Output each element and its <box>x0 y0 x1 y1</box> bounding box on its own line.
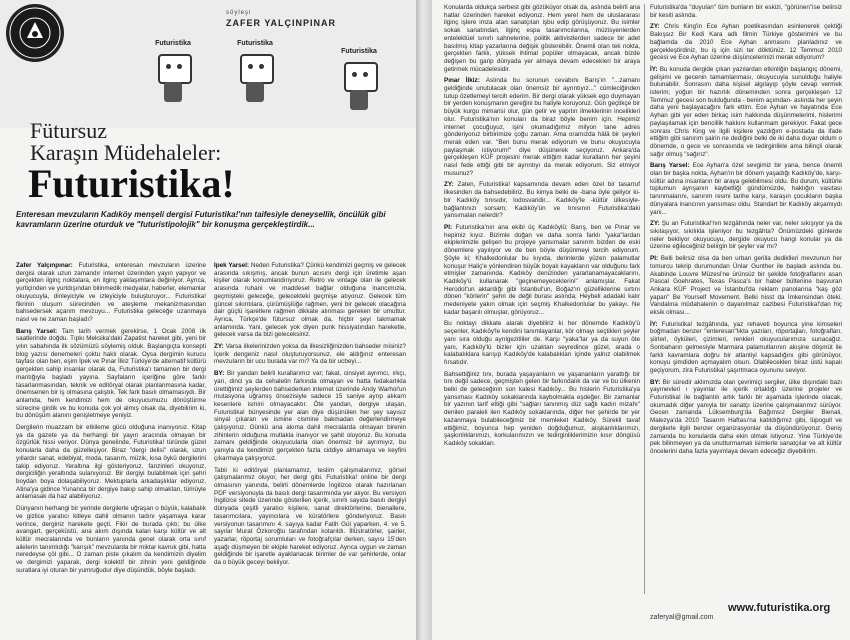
paragraph-text: Dünyanın herhangi bir yerinde dergilerle uğraşan o büyük, kalabalık ve gizlice yaratıcı kitleye dahil olmanın tadını yaşamaya karar verince, derginiz harekete geçti. Fikir de burada çıktı; bu ülke avangart, gerçeküstü, ana akım dışında kalan karşı kültür ve alt kültür mecralarında ve bunların yanında genel olarak orta sınıf ailelerin tanımlıdığı "karışık" mevzularda bir miktar kavruk gibi, hatta neredeyse çöl gibi... O zaman piste çıkalım da kendimizin diyelim ve dergimizi yaparak, dergi kolektif bir zihnin yeni geldiğinde suratlara iyi oturan bir yumruğudur diye düşündük, böyle başladı. <box>16 505 206 574</box>
page-title: Futuristika! <box>28 161 235 206</box>
article-paragraph <box>444 320 640 366</box>
speaker-label: ZY: <box>444 181 458 189</box>
paragraph-text: Futuristika, enteresan mevzuların üzerine dergisi olarak uzun zamandır internet üzerinden yayın yapıyor ve gerçekten ilginç noktalara, en ilginç yaklaşımlara değiniyor. Ayrıca, yurtiçinden ve yurtdışından bilinmedik medyalar, haberler, elemanlar okuyucuyla, dinleyiciyle ve izleyiciyle buluşturuyor... Futuristika! fikrinin oluşum sürecinden ve ateşleme mekanizmasından bahsedersek açarım mevzuyu... Futuristika geleceğe uzanmaya nasıl ve ne zaman başladı? <box>16 262 206 323</box>
paragraph-text: Ece Ayhan'a özel sevgimiz bir yana, bence önemli olan bir başka nokta, Ayhan'ın bir dönem yaşadığı Kadıköy'de, karşı-kültür adına insanların bir araya gelebilmesi oldu. Bu durum, kültürle toplumun ayrışanın kaybettiği gündümüzde, haklığın vasıtası tanınmalarını, sanırım resmi tarihe karşı, karaşın çocukların başka dünyalara inancının yansıması oldu. Standart bir Kadıköy akşamıydı yani... <box>650 162 842 216</box>
robot-illustration <box>150 36 196 106</box>
left-page <box>0 0 416 640</box>
futuristika-logo <box>6 4 64 62</box>
speaker-label: İY: <box>650 320 662 328</box>
speaker-label: BY: <box>650 378 663 386</box>
article-paragraph <box>16 262 206 324</box>
logo-emblem-icon <box>8 6 62 60</box>
speaker-label: Barış Yarsel: <box>650 162 693 170</box>
robot-illustration <box>336 44 382 114</box>
robot-label: Futuristika <box>237 40 273 47</box>
text-column <box>650 4 842 598</box>
speaker-label: Zafer Yalçınpınar: <box>16 262 79 269</box>
speaker-label: ZY: <box>650 220 662 228</box>
paragraph-text: Futuristika'da "duyulan" tüm bunların bir eskizi, "görünen"ise belirsiz bir kesiti aslında. <box>650 4 842 19</box>
speaker-label: İY: <box>650 65 660 73</box>
article-paragraph <box>444 371 640 448</box>
article-paragraph <box>16 328 206 420</box>
article-paragraph <box>650 66 842 158</box>
paragraph-text: Zaten, Futuristika! kapsamında devam eden özel bir tasarruf ilkesinden da bahsedebiliriz. Bu kimya belki de -bana öyle geliyor ki- bir Kadıköy tınısıdır, lodosvaridir... Kadıköy'le -kültür ülkesiyle- bağlantınızı sorsam; Kadıköy'ün ve tınısının Futuristika'daki yansımaları nelerdir? <box>444 181 640 220</box>
paragraph-text: Neden Futuristika? Çünkü kendimizi geçmiş ve gelecek arasında sıkışmış, ancak bunun acısını dergi için üretimle aşan kişiler olarak konumlandırıyoruz. Retro ve vintage olan ile gelecek arasında ruhani ve maddesel bağlar olduğuna inancımızla, geçmişteki geleceğe, gelecekteki geçmişe atıyoruz. Gelecek tüm güncel sıkıntılara, çürümüşlüğe rağmen, yeni bir gelecek olacağına dair güçlü işaretlere rağmen dikkate alınması gereken bir umuttur. Ayrıca, Türkçe'de fütursuz olmak da, hiçbir şeyi takmamak anlamında. Yani, gelecek yok diyen punk hissiyatından hareketle, gelecek varsa da bizi geleceksiniz. <box>214 262 406 339</box>
paragraph-text: Bir süredir aklımızda olan çevrimiçi sergiler, ülke dışındaki bazı yayınevleri ı yayınlar ile içerik ortaklığı üzerine projeler ve Futuristika! ile bağlantılı artık farklı bir aşamada işlerinde olacak, okumadık diğer yanıyla bir sanatçı üzerine çalışmalarımız sürüyor. Gecen zamanda Lüksemburg'da Bağımsız Dergiler Bienali, Malezya'da 2010 Tasarım Haftası'na katıldığımız gibi, lüpogull ve dergilerle ilgili benzer organizasyonlar da düşündürüyoruz. Geniş zamanda bu konularda daha ekin olmak istiyoruz. Yine Türkiye'de pek bilinmeyen ya da unutturmamalı isimlerle sanatçılar ve alt kültür öncelerini daha fazla yayımlaya devam edeceğiz diyebilirim. <box>650 378 842 455</box>
author-name: ZAFER YALÇINPINAR <box>226 18 337 28</box>
robot-illustration <box>232 36 278 106</box>
article-paragraph <box>16 505 206 574</box>
paragraph-text: Dergilerin muazzam bir etkileme gücü olduğuna inanıyoruz. Kitap ya da gazete ya da herhangi bir yayın aracında olmayan bir özgürlük hissi veriyor. Dünya genelinde, Futuristika! türünde güzel konularla daha da güzelleşiyor. Biraz "dergi delisi" olarak, uzun yıllardır sanat, edebiyat, moda, tasarım, müzik, kısa öykü dergilerini takip ediyoruz. Yeraltına ilgi gösteriyoruz, fanzinleri okuyoruz, dergiciliğin yeraltında sulanıyoruz. Bir dergiyi bulabilmek için şehri boydan boya dolaşabiliyoruz. Mektuplarla arkadaşlıklar ediyoruz, Atina'ya gidince Yunanca bir dergiye bakıp sahip olmaktan, tümüyle anlamasak da haz alabiliyoruz. <box>16 424 206 501</box>
paragraph-text: Aslında bu sorunun cevabını Barış'ın "...zamanı geldiğinde unutulacak olan önemsiz bir ayrıntıyız..." cümleciğinden tutup özetlemeyi tercih ederim. Bir dergi olarak yüksek ego duymayan bir yerden konuşmanın gereğini bu haliyle koruyoruz. Gün geçtikçe bir büyük kurgu mimarisi olur, gün gelir ve yapıtın ilmeklerinin incelikleri olur. Futuristika'nın konuları da biraz böyle benim için. Hepimiz internet çocuğuyuz, işini okumadığımız milyon tane adres gönderiyoruz birbirimize çoğu zaman. Ama oramızda hâlâ bir şeyleri merak eden var. "Ben bunu merak ediyorum ve bunu okuyucuyla paylaşmak istiyorum!" diye düşünerek seçiyoruz. Ankara'da gerçekleşen KÜF projesini merak ettiğim kadar kuralların her şeyini nasıl fede ettiği gibi bir ayrıntıyı da merak ediyorum. Siz etmiyor musunuz? <box>444 77 640 177</box>
paragraph-text: Futuristika'nın ana ekibi üç Kadıköylü; Barış, ben ve Pınar ve hepimiz kıyız. Bizimle doğan ve daha sonra farklı "yaka"lardan ekiplerimizle gelişen bu projeye yansımalar sanırım bizden de eski dönemlere yayılıyor ve de ben böyle düşünmeyi tercih ediyorum. Şöyle ki; Khalkedonlular bu kıyıda, derinlerde yüzen palamutlar konuşur Haliç'e yönlendiren büyük boyalı kayakların var olduğunu fark etmişler zamanında. Kadıköy denizinden yararlanamayacaklarını, Kadıköy'ü kullanarak "geçinemeyeceklerini" anlamışlar. Fakat Herodot'un aktardığı gibi İstanbul'un, Boğaz'ın güzelliklerine sırtını dönen "körlerin" şehri de değil burası aslında; Heybeli adadaki kalır medeniyete yakın olmak için seçmiş Khalkedonlular bu yakayı. Ne kadar başarılı olmuşlar, görüyoruz... <box>444 223 640 316</box>
speaker-label: Barış Yarsel: <box>16 327 62 335</box>
paragraph-text: Bir yandan belirli kurallarımız var; fakat, cinsiyet ayrımcı, ırkçı, yarı, dinci ya da cehaletin farkında olmayan ve hatta fedakarlıkla ürettiğimiz şeylerden bahsederken internet üzerinde Andy Warhol'un mutasyona uğramış önsezisiyle sadece 15 saniye ayrıp alıkarn kesenlere ismini olmayacaktır. Öte yandan, dergiye ulaşan, Futuristika! bünyesinde yer alan diye düşünülen her şey sayısız sinyal çıkaran ve ismine cismine bakmadan değerlendirmeye çalışıyoruz. Günkü ana akıma dahil mecralarda olmayan birenin zihinlerin olduğuna mutlakla inanıyor ve şahit oluyoruz. Bu konuda zamanı geldiğinde okuyucularla olan önemsiz bir ayrımıyız, bu yanıyla da kendimizi gerçekten fazla ciddiye almamaya ve keyfini çıkarmaya çalışıyoruz. <box>214 370 406 462</box>
right-page <box>432 0 850 640</box>
author-email: zaferyal@gmail.com <box>650 614 714 621</box>
article-paragraph <box>650 23 842 62</box>
speaker-label: BY: <box>214 370 227 378</box>
byline-label: söyleşi <box>226 10 252 16</box>
paragraph-text: Bahsettiğiniz tını, burada yaşayanların ve yaşananların yarattığı bir tını değil sadece, geçmişten gelen bir farkındalık da var ve bu ülkenin belki de geleceğinin son kalesi Kadıköy... Bu hislerin Futuristika'ya yansıması Kadıköy sokaklarında kaybolmakla eşdeğer. Bir zamanlar bir yazının tarif ettiği gibi "sağları tanınmış düz sağlı kadın mizahı" denilen paraleli ilen Kadıköy sokaklarında, diğer her şehirde bir yer kazanmaya bulabileceğimiz bir memleket Kadıköy. Sürekli tavaf ettiğimiz, boyunca hep yeniden doğduğumuz, alışkanlıklarımızı, şaşkınlıklarımızı, korkularımızın ve tedirginliklerimizin kısır döngüsü Kadıköy sokakları. <box>444 370 640 447</box>
paragraph-text: Tabii ki editöryal planlamamız, teslim çalışmalarımız, görsel çalışmalarımız oluyor, her dergi gibi. Futuristika! online bir dergi olmasının yanında, belirli dönemlerde İngilizce olarak hazırlanan PDF versiyonuyla da basılı dergi tasarımında yer alıyor. Bu versiyon İngilizce sitede üzerinde gösterilen içerik, sınırlı sayıda basılı dergiyi dünyada çeşitli yaratıcı kişilere, sanat direktörlerine, bienallere, tasarımcılara, yayıncılara ve küratörlere gönderiyoruz. Basılı versiyonun tasarımını 4. sayıya kadar Fatih Gül yaparken, 4. ve 5. sayılar Murat Özkoroğlu tarafından kotarıldı. İllüstratörler, şairler, yazarlar, röportaj sorumluları ve fotoğrafçılar derken, sayısı 15'den aşağı düşmeyen bir ekiple hareket ediyoruz. Ayrıca uygun ve zaman geldiğinde bir işaretle ayaklanacak birimler de var şehirlerde, onlar da o büyük geceyi bekliyor. <box>214 466 406 567</box>
article-paragraph <box>214 467 406 567</box>
page-gutter <box>416 0 432 640</box>
paragraph-text: Varsa ilkelerinizden yoksa da ilkesizliğinizden bahseder misiniz? İçerik dengeniz nasıl oluşturuyorsunuz, ele aldığınız enteresan mevzuların bir ucu burada var mı? Ya da bir ucbeyi... <box>214 343 406 366</box>
speaker-label: İpek Yarsel: <box>214 262 251 269</box>
article-paragraph <box>650 4 842 19</box>
robot-label: Futuristika <box>155 40 191 47</box>
text-column <box>16 262 206 638</box>
paragraph-text: Tam tarih vermek gerekirse, 1 Ocak 2008 ilk saatlerinde doğdu. Tıpkı Meksika'daki Zapatist hareket gibi, yeni bir yılın sabahında ilk sözümüzü söylemiş olduk. Başlangıçta konsepti blog yazısı denemeleri çoktu haklı olarak. Oysa dergimin kurucu tayfası olan ben, eşim İpek ve Pınar İlkiz Türkiye'de alternatif kültürü gerçekten sahip insanlar olarak da, Futuristika'ı tamamen bir dergi mantığıyla başladı yayına. Sayfaların içeriğine göre farklı tasarlanmasından, teknik ve editöryal olarak planlanmasına kadar, önemsenen bir iş olmasına çalıştık. Tek fark basılı olmamasıydı. Bir anlamda, hem kendimizi hem de okuyucumuzu dönüştürme sürecine girdik ve bu konuda çok yol almış olsak da, diyebilirim ki, bu dönüşüm alanını genişletmeye yeniyiz. <box>16 327 206 420</box>
paragraph-text: Chris King'in Ece Ayhan poetikasından esinlenerek çektiği Bakışsız Bir Kedi Kara adlı filmin Türkiye gösterimini ve bu bağlamda da 2010 Ece Ayhan anmasını planladınız ve gerçekleştirdiniz, bu iş için sizi ter döktünüz. 12 Temmuz 2010 gecesi ve Ece Ayhan üzerine düşüncelerinizi merak ediyorum? <box>650 23 842 62</box>
speaker-label: ZY: <box>650 23 665 31</box>
article-paragraph <box>650 321 842 375</box>
paragraph-text: Belli belirsiz olsa da ben urban gerilla dediklleri mevzunun her tomurcu tekrip durumundan Ünlar Gunther ile başladı aslında bu. Akabinde Louvre Müzesi'ne ürünsüz bir şekilde fotoğraflarını asan Pascal Goehrates, Texas Pasca's bir haber bültenine başvuran Ankara KÜF Project ve İstanbul'da reklam panolarına "kaş göz yapan" Be Yourself Movement. Belki hisst da İmkensindan öteki. Vandalına müdahalenin o dayanılmaz cazibesi Futuristika!'dan hiç eksik olması... <box>650 255 842 317</box>
article-paragraph <box>444 224 640 316</box>
article-paragraph <box>650 162 842 216</box>
speaker-label: ZY: <box>214 343 226 351</box>
paragraph-text: Futuristika! tezgâhında, yaz rehaveti boyunca yine kimseleri boğmadan benzer "enteresan"lıkta yazıları, röportajları, fotoğrafları, şiirleri, öyküleri, çizimleri, renkleri okuyucularımıza sunacağız. Sonbaharın gelmesiyle Marmara palamutlarının akışine döşmüt ile farklı kavramlara doğru bir atlantiyi kapsadığını gibi görünüyor, konuyu şimdiden açmayalım olsun. Olabileceklerı biraz üstü kapalı geçiyorum, zira Futuristika! şaşırtmaca oyununu seviyor. <box>650 320 842 374</box>
speaker-label: PI: <box>650 255 661 263</box>
intro-paragraph: Enteresan mevzuların Kadıköy menşeli dergisi Futuristika!'nın taifesiyle deneysellik, öncülük gibi kavramların üzerine oturduk ve "futuristipolojik" bir konuşma gerçekleştirdik... <box>16 210 386 229</box>
article-paragraph <box>444 77 640 177</box>
article-paragraph <box>444 181 640 220</box>
article-paragraph <box>650 379 842 456</box>
article-paragraph <box>214 370 406 462</box>
paragraph-text: Bu konuda dergide çıkan yazılardan etkinliğin başlangıç dönemi, gelişimi ve gecenin tamamlanması, okuyucuyla sunulduğu haliyle bulunabilir. Sonrasını daha kişisel algılayıp şöyle cevap vermek isterim; yoğun bir hazırlık döneminden sonra gerçekleşen 12 Temmuz gecesi son bulduğunda - benim açımdan- aslında her şeyin daha yeni başlayacağını fark ettim. Ece Ayhan ve hayatında Ece Ayhan gibi yer eden birkaç isim hakkında düşünmelerimi, hislerimi paylaşılamak için bencillik hakkını kullanmam gerekiyor. Fakat gece sonrası Chris King ve ilgili kişilere yazdığım e-postada da ifade ettiğim gibi sanırım şairin ne dediğini belki de iki daha duyar oldum o dönemde, o gece ve sonrasında ve tedirginlikle ama bilinçli olarak sağır olmuş "sağırız". <box>650 65 842 158</box>
text-column <box>444 4 640 594</box>
column-divider <box>644 4 645 594</box>
speaker-label: Pınar İlkiz: <box>444 77 486 85</box>
article-paragraph <box>214 343 406 366</box>
paragraph-text: Konularda oldukça serbest gibi gözüküyor olsak da, aslında belirli ana hatlar üzerinden hareket ediyoruz. Hem yerel hem de uluslararası ilginç işlere imza atan sanatçıları işbu edip görüşüyoruz. Bu isimler sokak sanatından, ilginç espa tasarımcılarına, müzisyenlerden entelektüel sınırlı sahnelerine, politik aktivistlerden sadece bir adet basılmış kitap yazarlarına değişik gösterebilir. Önemli olan tek nokta, gerçekten farklı, yüksek ihtimal popüler olmayacak, ancak bizde değişen bu garip dünyada yer almaya devam edecekleri bir araya getirmek mücadelesidir. <box>444 4 640 73</box>
robot-label: Futuristika <box>341 48 377 55</box>
article-paragraph <box>650 255 842 317</box>
title-line-1: Fütursuz <box>30 118 107 143</box>
paragraph-text: Bu noktayı dikkate alarak diyebiliriz ki her dönemde Kadıköy'ü seçenler, Kadıköy'le kendini tanımlayanlar, kör olmayı seçtikleri şeyler yanı sıra olduğu ayrılgezitliler de. Karşı "yaka"lar ya da suyun öte yanı, Kadıköy'lü bizler için uzaktan seyredince güzel, arada o kalabalıklara karışıp Kadıköy'de kalabalıkları içinde yalnız olabilmek fırsatıdır. <box>444 320 640 366</box>
article-paragraph <box>214 262 406 339</box>
paragraph-text: Şu an Futuristika!'nın tezgâhında neler var, neler sıkışıyor ya da sıkılaşıyor, sıkılıkla işleniyor bu tezgâhta? Önümüzdeki günlerde neler bekliyor okuyucuyu, dergide okuyucu hangi konular ya da üzerine eğileceğiniz belirgin bir şeyler var mı? <box>650 220 842 251</box>
article-paragraph <box>16 424 206 501</box>
article-paragraph <box>650 220 842 251</box>
title-line-2: Karaşın Müdehaleler: <box>30 140 222 165</box>
speaker-label: PI: <box>444 223 456 231</box>
text-column <box>214 262 406 638</box>
article-paragraph <box>444 4 640 73</box>
website-url[interactable]: www.futuristika.org <box>728 602 831 614</box>
